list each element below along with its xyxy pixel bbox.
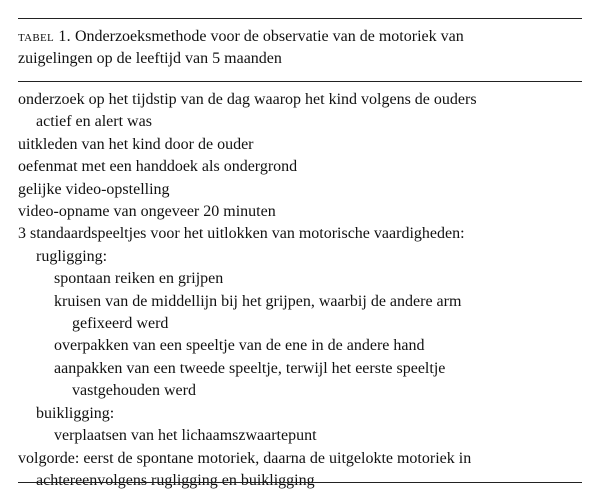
- row-transfer: overpakken van een speeltje van de ene in de andere hand: [54, 337, 425, 355]
- caption-line-1: [18, 26, 584, 48]
- row-supine-heading: rugligging:: [36, 247, 108, 265]
- row-prone-heading: buikligging:: [36, 404, 115, 422]
- table-label: tabel 1.: [18, 28, 71, 45]
- row-crossing-midline-continued: gefixeerd werd: [72, 315, 169, 333]
- row-reach-grasp: spontaan reiken en grijpen: [54, 270, 224, 288]
- caption-title: Onderzoeksmethode voor de observatie van de motoriek van: [74, 28, 464, 45]
- row-toys: 3 standaardspeeltjes voor het uitlokken van motorische vaardigheden:: [18, 225, 465, 243]
- table-body: [18, 89, 584, 492]
- row-weight-shift: verplaatsen van het lichaamszwaartepunt: [54, 427, 317, 445]
- row-order: volgorde: eerst de spontane motoriek, daarna de uitgelokte motoriek in: [18, 449, 472, 467]
- caption-line-2: zuigelingen op de leeftijd van 5 maanden: [18, 50, 282, 67]
- row-timing-continued: actief en alert was: [36, 113, 152, 131]
- row-second-toy: aanpakken van een tweede speeltje, terwijl het eerste speeltje: [54, 359, 446, 377]
- table-caption: [18, 26, 584, 70]
- row-timing: onderzoek op het tijdstip van de dag waarop het kind volgens de ouders: [18, 91, 477, 108]
- header-rule: [18, 81, 582, 82]
- row-mat: oefenmat met een handdoek als ondergrond: [18, 158, 298, 176]
- row-video-recording: video-opname van ongeveer 20 minuten: [18, 203, 276, 221]
- top-rule: [18, 18, 582, 19]
- row-second-toy-continued: vastgehouden werd: [72, 382, 196, 400]
- row-order-continued: achtereenvolgens rugligging en buikligging: [36, 471, 315, 489]
- row-video-setup: gelijke video-opstelling: [18, 180, 170, 198]
- row-undressing: uitkleden van het kind door de ouder: [18, 135, 254, 153]
- row-crossing-midline: kruisen van de middellijn bij het grijpen, waarbij de andere arm: [54, 292, 462, 310]
- bottom-rule: [18, 482, 582, 483]
